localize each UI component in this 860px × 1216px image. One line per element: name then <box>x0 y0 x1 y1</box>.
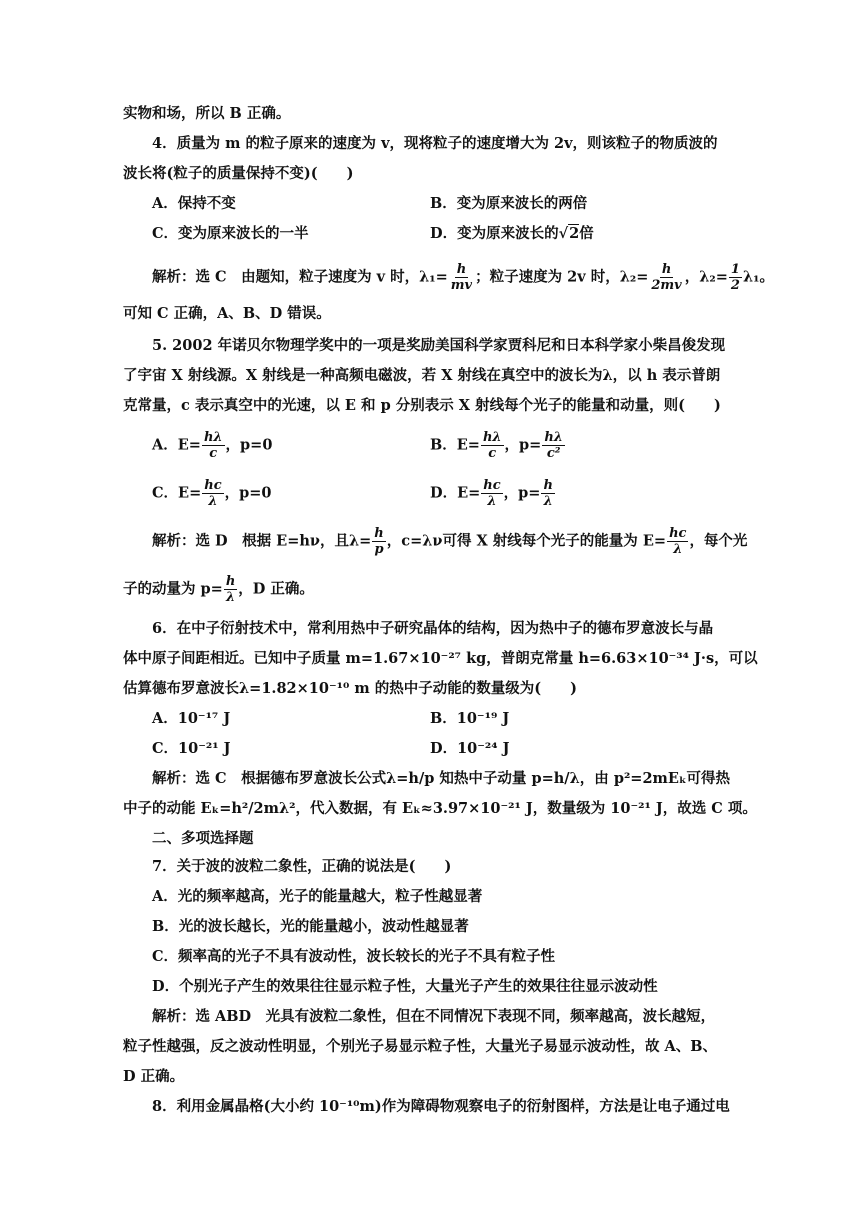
fraction: $\frac{h}{p}$ <box>374 526 384 557</box>
q6-stem-line2: 体中原子间距相近。已知中子质量 m=1.67×10⁻²⁷ kg，普朗克常量 h=6.63×10⁻³⁴ J·s，可以 <box>123 650 758 667</box>
section-heading: 二、多项选择题 <box>152 830 254 847</box>
q7-analysis-line1: 解析：选 ABD 光具有波粒二象性，但在不同情况下表现不同，频率越高，波长越短， <box>152 1008 716 1025</box>
continued-line: 实物和场，所以 B 正确。 <box>123 105 291 122</box>
q6-option-a: A．10⁻¹⁷ J <box>152 710 231 727</box>
fraction: $\frac{hc}{\lambda}$ <box>204 478 222 509</box>
fraction: $\frac{h}{mv}$ <box>450 262 473 293</box>
q7-analysis-line3: D 正确。 <box>123 1068 185 1085</box>
q5-stem-line3: 克常量，c 表示真空中的光速，以 E 和 p 分别表示 X 射线每个光子的能量和动量，则( ) <box>123 397 721 414</box>
q5-analysis-line1: 解析：选 D 根据 E=hν，且λ= $\frac{h}{p}$ ，c=λν可得 X 射线每个光子的能量为 E= $\frac{hc}{\lambda}$ ，每个光 <box>152 526 748 557</box>
q6-option-d: D．10⁻²⁴ J <box>430 740 510 757</box>
fraction: $\frac{h\lambda}{c}$ <box>482 430 502 461</box>
fraction: $\frac{h}{2mv}$ <box>651 262 682 293</box>
q6-stem-line1: 6．在中子衍射技术中，常利用热中子研究晶体的结构，因为热中子的德布罗意波长与晶 <box>152 620 714 637</box>
q4-option-b: B．变为原来波长的两倍 <box>430 195 588 212</box>
q7-stem: 7．关于波的波粒二象性，正确的说法是( ) <box>152 858 452 875</box>
q7-option-d: D．个别光子产生的效果往往显示粒子性，大量光子产生的效果往往显示波动性 <box>152 978 658 995</box>
q5-option-a: A．E= $\frac{h\lambda}{c}$ ，p=0 <box>152 430 273 461</box>
q4-analysis-line2: 可知 C 正确，A、B、D 错误。 <box>123 305 331 322</box>
fraction: $\frac{hc}{\lambda}$ <box>669 526 687 557</box>
q6-analysis-line1: 解析：选 C 根据德布罗意波长公式λ=h/p 知热中子动量 p=h/λ，由 p²=2mEₖ可得热 <box>152 770 731 787</box>
fraction: $\frac{h}{\lambda}$ <box>543 478 553 509</box>
fraction: $\frac{h\lambda}{c}$ <box>203 430 223 461</box>
q4-option-a: A．保持不变 <box>152 195 236 212</box>
q6-analysis-line2: 中子的动能 Eₖ=h²/2mλ²，代入数据，有 Eₖ≈3.97×10⁻²¹ J，数量级为 10⁻²¹ J，故选 C 项。 <box>123 800 757 817</box>
q5-option-d: D．E= $\frac{hc}{\lambda}$ ，p= $\frac{h}{\lambda}$ <box>430 478 553 509</box>
q6-stem-line3: 估算德布罗意波长λ=1.82×10⁻¹⁰ m 的热中子动能的数量级为( ) <box>123 680 577 697</box>
q4-stem-line2: 波长将(粒子的质量保持不变)( ) <box>123 165 354 182</box>
q4-stem-line1: 4．质量为 m 的粒子原来的速度为 v，现将粒子的速度增大为 2v，则该粒子的物质波的 <box>152 135 718 152</box>
q7-option-c: C．频率高的光子不具有波动性，波长较长的光子不具有粒子性 <box>152 948 556 965</box>
q5-option-b: B．E= $\frac{h\lambda}{c}$ ，p= $\frac{h\lambda}{\text{c²}}$ <box>430 430 563 461</box>
q7-option-b: B．光的波长越长，光的能量越小，波动性越显著 <box>152 918 469 935</box>
q7-option-a: A．光的频率越高，光子的能量越大，粒子性越显著 <box>152 888 483 905</box>
fraction: $\frac{h\lambda}{\text{c²}}$ <box>544 430 563 461</box>
q5-stem-line1: 5. 2002 年诺贝尔物理学奖中的一项是奖励美国科学家贾科尼和日本科学家小柴昌俊发现 <box>152 337 726 354</box>
q6-option-b: B．10⁻¹⁹ J <box>430 710 510 727</box>
q6-option-c: C．10⁻²¹ J <box>152 740 231 757</box>
q4-analysis-line1: 解析：选 C 由题知，粒子速度为 v 时，λ₁= $\frac{h}{mv}$ ；粒子速度为 2v 时，λ₂= $\frac{h}{2mv}$ ，λ₂= $\frac{1}{2}$ λ₁。 <box>152 262 774 293</box>
q5-analysis-line2: 子的动量为 p= $\frac{h}{\lambda}$ ，D 正确。 <box>123 574 314 605</box>
q7-analysis-line2: 粒子性越强，反之波动性明显，个别光子易显示粒子性，大量光子易显示波动性，故 A、B、 <box>123 1038 718 1055</box>
q8-stem-line1: 8．利用金属晶格(大小约 10⁻¹⁰m)作为障碍物观察电子的衍射图样，方法是让电子通过电 <box>152 1098 730 1115</box>
q4-option-d: D．变为原来波长的√2倍 <box>430 225 594 242</box>
fraction: $\frac{hc}{\lambda}$ <box>483 478 501 509</box>
fraction: $\frac{1}{2}$ <box>730 262 740 293</box>
fraction: $\frac{h}{\lambda}$ <box>225 574 236 605</box>
q5-stem-line2: 了宇宙 X 射线源。X 射线是一种高频电磁波，若 X 射线在真空中的波长为λ，以 h 表示普朗 <box>123 367 721 384</box>
q4-option-c: C．变为原来波长的一半 <box>152 225 309 242</box>
q5-option-c: C．E= $\frac{hc}{\lambda}$ ，p=0 <box>152 478 272 509</box>
